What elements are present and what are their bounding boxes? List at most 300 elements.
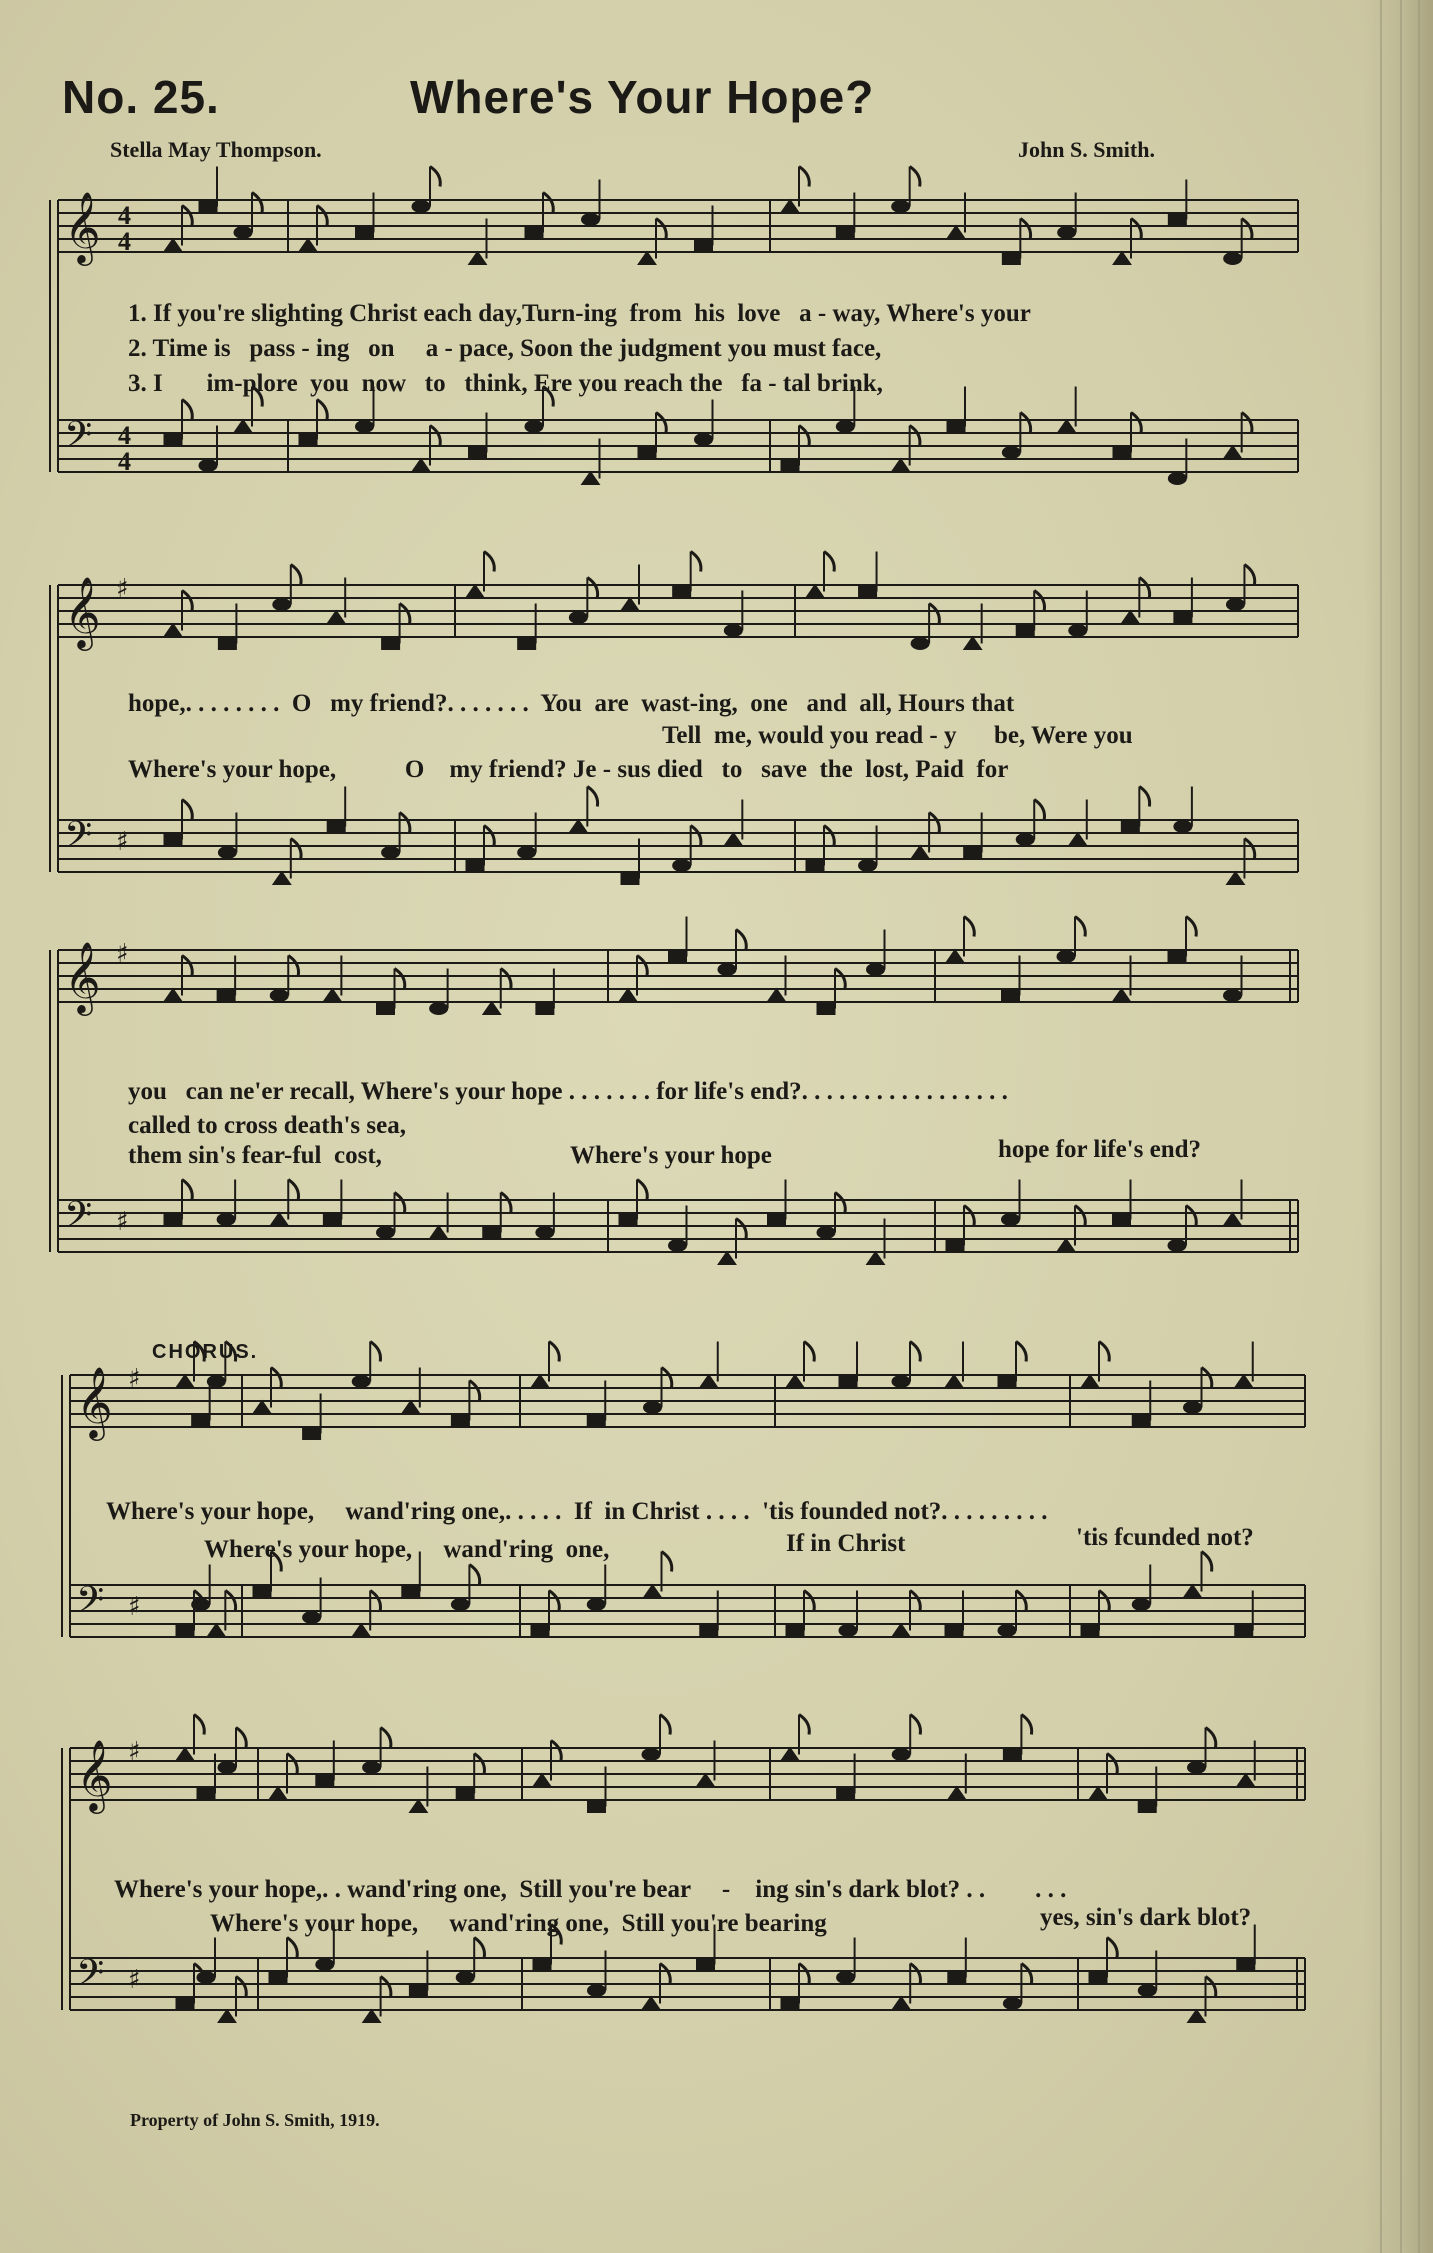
- shape-note-head: [1002, 253, 1020, 265]
- sharp-key-signature: ♯: [116, 1207, 129, 1237]
- composer-credit: John S. Smith.: [1018, 137, 1155, 162]
- note-flag: [182, 400, 192, 420]
- time-signature: 4: [118, 227, 131, 256]
- shape-note-head: [1174, 821, 1192, 833]
- shape-note-head: [669, 951, 687, 963]
- shape-note-head: [533, 1774, 551, 1787]
- note-flag: [1099, 1342, 1109, 1362]
- shape-note-head: [569, 820, 587, 833]
- shape-note-head: [836, 421, 854, 433]
- note-flag: [1186, 917, 1196, 937]
- shape-note-head: [1138, 1985, 1156, 1997]
- shape-note-head: [892, 1624, 910, 1637]
- shape-note-head: [363, 1762, 381, 1774]
- note-flag: [910, 167, 920, 187]
- shape-note-head: [164, 434, 182, 446]
- shape-note-head: [402, 1401, 420, 1414]
- bass-clef: 𝄢: [64, 1194, 93, 1245]
- shape-note-head: [619, 1214, 637, 1226]
- note-flag: [1242, 413, 1252, 433]
- shape-note-head: [945, 1625, 963, 1637]
- note-flag: [637, 1180, 647, 1200]
- note-flag: [1186, 1206, 1196, 1226]
- note-flag: [929, 813, 939, 833]
- shape-note-head: [642, 1749, 660, 1761]
- shape-note-head: [1235, 1375, 1253, 1388]
- shape-note-head: [806, 585, 824, 598]
- sharp-key-signature: ♯: [128, 1592, 141, 1622]
- note-flag: [964, 1206, 974, 1226]
- shape-note-head: [911, 846, 929, 859]
- shape-note-head: [673, 586, 691, 598]
- note-flag: [1242, 219, 1252, 239]
- time-signature: 4: [118, 421, 131, 450]
- shape-note-head: [430, 1226, 448, 1239]
- shape-note-head: [582, 214, 600, 226]
- shape-note-head: [270, 1213, 288, 1226]
- note-flag: [835, 969, 845, 989]
- note-flag: [1075, 1206, 1085, 1226]
- shape-note-head: [207, 1376, 225, 1388]
- note-flag: [656, 219, 666, 239]
- note-flag: [910, 426, 920, 446]
- shape-note-head: [1057, 951, 1075, 963]
- note-flag: [799, 167, 809, 187]
- shape-note-head: [483, 1002, 501, 1015]
- shape-note-head: [176, 1625, 194, 1637]
- shape-note-head: [1089, 1787, 1107, 1800]
- note-flag: [474, 1754, 484, 1774]
- shape-note-head: [164, 239, 182, 252]
- note-flag: [543, 193, 553, 213]
- shape-note-head: [253, 1401, 271, 1414]
- shape-note-head: [531, 1375, 549, 1388]
- verse-2-lyric: Tell me, would you read - y be, Were you: [662, 722, 1133, 749]
- shape-note-head: [837, 1788, 855, 1800]
- note-flag: [474, 1938, 484, 1958]
- shape-note-head: [697, 1959, 715, 1971]
- note-flag: [662, 1368, 672, 1388]
- verse-3-lyric: Where's your hope: [570, 1142, 772, 1169]
- shape-note-head: [327, 821, 345, 833]
- shape-note-head: [218, 638, 236, 650]
- shape-note-head: [1138, 1801, 1156, 1813]
- shape-note-head: [582, 472, 600, 485]
- shape-note-head: [836, 227, 854, 239]
- shape-note-head: [207, 1624, 225, 1637]
- shape-note-head: [269, 1972, 287, 1984]
- note-flag: [964, 917, 974, 937]
- shape-note-head: [1003, 1998, 1021, 2010]
- shape-note-head: [352, 1376, 370, 1388]
- shape-note-head: [451, 1599, 469, 1611]
- note-flag: [236, 1977, 246, 1997]
- shape-note-head: [197, 1788, 215, 1800]
- note-flag: [182, 800, 192, 820]
- shape-note-head: [946, 950, 964, 963]
- verse-3-lyric: Where's your hope, O my friend? Je - sus died to save the lost, Paid for: [128, 756, 1009, 783]
- shape-note-head: [867, 1252, 885, 1265]
- shape-note-head: [356, 421, 374, 433]
- shape-note-head: [1069, 625, 1087, 637]
- shape-note-head: [176, 1375, 194, 1388]
- shape-note-head: [948, 1787, 966, 1800]
- shape-note-head: [781, 1748, 799, 1761]
- chorus-label: CHORUS.: [152, 1341, 259, 1363]
- note-flag: [288, 1180, 298, 1200]
- note-flag: [587, 578, 597, 598]
- verse-3-lyric: hope for life's end?: [998, 1136, 1202, 1163]
- shape-note-head: [697, 1774, 715, 1787]
- shape-note-head: [176, 1998, 194, 2010]
- shape-note-head: [176, 1748, 194, 1761]
- shape-note-head: [695, 240, 713, 252]
- note-flag: [1206, 1728, 1216, 1748]
- note-flag: [430, 426, 440, 446]
- sharp-key-signature: ♯: [128, 1737, 141, 1767]
- shape-note-head: [531, 1625, 549, 1637]
- bass-clef: 𝄢: [64, 814, 93, 865]
- sharp-key-signature: ♯: [116, 574, 129, 604]
- note-flag: [1131, 219, 1141, 239]
- shape-note-head: [695, 434, 713, 446]
- shape-note-head: [1237, 1774, 1255, 1787]
- shape-note-head: [234, 420, 252, 433]
- bass-clef: 𝄢: [76, 1579, 105, 1630]
- note-flag: [660, 1715, 670, 1735]
- shape-note-head: [164, 624, 182, 637]
- verse-3-lyric: them sin's fear-ful cost,: [128, 1142, 382, 1169]
- shape-note-head: [724, 833, 742, 846]
- note-flag: [1099, 1591, 1109, 1611]
- shape-note-head: [1016, 625, 1034, 637]
- note-flag: [1139, 787, 1149, 807]
- shape-note-head: [621, 598, 639, 611]
- shape-note-head: [402, 1586, 420, 1598]
- shape-note-head: [412, 201, 430, 213]
- shape-note-head: [1174, 612, 1192, 624]
- shape-note-head: [1113, 447, 1131, 459]
- shape-note-head: [451, 1415, 469, 1427]
- shape-note-head: [234, 227, 252, 239]
- shape-note-head: [533, 1959, 551, 1971]
- shape-note-head: [947, 226, 965, 239]
- note-flag: [637, 956, 647, 976]
- shape-note-head: [218, 847, 236, 859]
- note-flag: [1016, 1591, 1026, 1611]
- shape-note-head: [724, 625, 742, 637]
- shape-note-head: [839, 1376, 857, 1388]
- shape-note-head: [323, 989, 341, 1002]
- note-flag: [799, 1715, 809, 1735]
- note-flag: [910, 1591, 920, 1611]
- note-flag: [469, 1565, 479, 1585]
- note-flag: [236, 1728, 246, 1748]
- shape-note-head: [1081, 1375, 1099, 1388]
- note-flag: [291, 839, 301, 859]
- shape-note-head: [1224, 990, 1242, 1002]
- shape-note-head: [469, 447, 487, 459]
- note-flag: [736, 1219, 746, 1239]
- note-flag: [804, 1342, 814, 1362]
- shape-note-head: [377, 1227, 395, 1239]
- note-flag: [484, 826, 494, 846]
- shape-note-head: [1184, 1585, 1202, 1598]
- note-flag: [287, 1938, 297, 1958]
- shape-note-head: [964, 637, 982, 650]
- shape-note-head: [1113, 1214, 1131, 1226]
- shape-note-head: [718, 964, 736, 976]
- note-flag: [551, 1741, 561, 1761]
- time-signature: 4: [118, 447, 131, 476]
- note-flag: [1034, 800, 1044, 820]
- note-flag: [1020, 219, 1030, 239]
- shape-note-head: [892, 1749, 910, 1761]
- shape-note-head: [806, 860, 824, 872]
- shape-note-head: [638, 447, 656, 459]
- shape-note-head: [1113, 989, 1131, 1002]
- treble-clef: 𝄞: [64, 190, 101, 263]
- shape-note-head: [299, 434, 317, 446]
- shape-note-head: [1121, 611, 1139, 624]
- shape-note-head: [1184, 1402, 1202, 1414]
- shape-note-head: [587, 1599, 605, 1611]
- chorus-echo-lyric: Where's your hope, wand'ring one, Still you're bearing: [210, 1910, 827, 1937]
- note-flag: [501, 969, 511, 989]
- shape-note-head: [1016, 834, 1034, 846]
- shape-note-head: [217, 1214, 235, 1226]
- shape-note-head: [1132, 1599, 1150, 1611]
- shape-note-head: [964, 847, 982, 859]
- note-flag: [381, 1728, 391, 1748]
- note-flag: [291, 565, 301, 585]
- shape-note-head: [669, 1240, 687, 1252]
- shape-note-head: [644, 1585, 662, 1598]
- note-flag: [317, 400, 327, 420]
- shape-note-head: [217, 990, 235, 1002]
- chorus-lyric: Where's your hope,. . wand'ring one, Still you're bear - ing sin's dark blot? . . . . .: [114, 1876, 1067, 1903]
- shape-note-head: [299, 239, 317, 252]
- shape-note-head: [859, 586, 877, 598]
- shape-note-head: [1002, 447, 1020, 459]
- shape-note-head: [1168, 1240, 1186, 1252]
- shape-note-head: [412, 459, 430, 472]
- shape-note-head: [619, 989, 637, 1002]
- shape-note-head: [377, 1003, 395, 1015]
- shape-note-head: [892, 459, 910, 472]
- note-flag: [194, 1715, 204, 1735]
- shape-note-head: [644, 1402, 662, 1414]
- shape-note-head: [1002, 990, 1020, 1002]
- note-flag: [395, 1193, 405, 1213]
- note-flag: [182, 591, 192, 611]
- note-flag: [824, 552, 834, 572]
- shape-note-head: [323, 1214, 341, 1226]
- shape-note-head: [817, 1227, 835, 1239]
- verse-2-lyric: called to cross death's sea,: [128, 1112, 406, 1139]
- shape-note-head: [1069, 833, 1087, 846]
- shape-note-head: [192, 1415, 210, 1427]
- shape-note-head: [218, 1762, 236, 1774]
- shape-note-head: [1121, 821, 1139, 833]
- chorus-echo-lyric: 'tis fcunded not?: [1076, 1524, 1254, 1551]
- shape-note-head: [303, 1612, 321, 1624]
- shape-note-head: [483, 1227, 501, 1239]
- note-flag: [288, 956, 298, 976]
- shape-note-head: [1081, 1625, 1099, 1637]
- shape-note-head: [948, 1972, 966, 1984]
- note-flag: [271, 1368, 281, 1388]
- note-flag: [662, 1552, 672, 1572]
- shape-note-head: [892, 1376, 910, 1388]
- shape-note-head: [786, 1625, 804, 1637]
- sharp-key-signature: ♯: [116, 827, 129, 857]
- shape-note-head: [892, 201, 910, 213]
- shape-note-head: [273, 872, 291, 885]
- shape-note-head: [363, 2010, 381, 2023]
- chorus-lyric: Where's your hope, wand'ring one,. . . . . If in Christ . . . . 'tis founded not?. . . . . . . . .: [106, 1498, 1048, 1525]
- note-flag: [1131, 413, 1141, 433]
- shape-note-head: [525, 227, 543, 239]
- shape-note-head: [518, 847, 536, 859]
- shape-note-head: [786, 1375, 804, 1388]
- shape-note-head: [1224, 253, 1242, 265]
- shape-note-head: [1058, 227, 1076, 239]
- treble-clef: 𝄞: [64, 575, 101, 648]
- shape-note-head: [536, 1227, 554, 1239]
- shape-note-head: [588, 1801, 606, 1813]
- shape-note-head: [352, 1624, 370, 1637]
- bass-clef: 𝄢: [76, 1952, 105, 2003]
- verse-1-lyric: 1. If you're slighting Christ each day,Turn-ing from his love a - way, Where's your: [128, 300, 1031, 327]
- shape-note-head: [430, 1003, 448, 1015]
- shape-note-head: [569, 612, 587, 624]
- shape-note-head: [1003, 1749, 1021, 1761]
- note-flag: [910, 1715, 920, 1735]
- shape-note-head: [781, 200, 799, 213]
- shape-note-head: [469, 252, 487, 265]
- shape-note-head: [192, 1599, 210, 1611]
- note-flag: [225, 1591, 235, 1611]
- note-flag: [691, 826, 701, 846]
- shape-note-head: [253, 1586, 271, 1598]
- verse-2-lyric: 2. Time is pass - ing on a - pace, Soon the judgment you must face,: [128, 335, 882, 362]
- note-flag: [799, 1964, 809, 1984]
- note-flag: [400, 813, 410, 833]
- note-flag: [395, 969, 405, 989]
- note-flag: [430, 167, 440, 187]
- note-flag: [370, 1591, 380, 1611]
- shape-note-head: [839, 1625, 857, 1637]
- verse-1-lyric: you can ne'er recall, Where's your hope . . . . . . . for life's end?. . . . . . . . . . . . . . . . .: [128, 1078, 1008, 1105]
- shape-note-head: [673, 860, 691, 872]
- note-flag: [182, 1180, 192, 1200]
- chorus-echo-lyric: If in Christ: [786, 1530, 906, 1557]
- note-flag: [910, 1964, 920, 1984]
- shape-note-head: [587, 1415, 605, 1427]
- shape-note-head: [218, 2010, 236, 2023]
- note-flag: [1021, 1964, 1031, 1984]
- shape-note-head: [945, 1375, 963, 1388]
- shape-note-head: [588, 1985, 606, 1997]
- note-flag: [370, 1342, 380, 1362]
- note-flag: [1020, 413, 1030, 433]
- shape-note-head: [1235, 1625, 1253, 1637]
- shape-note-head: [456, 1788, 474, 1800]
- shape-note-head: [456, 1972, 474, 1984]
- note-flag: [910, 1342, 920, 1362]
- treble-clef: 𝄞: [64, 940, 101, 1013]
- bass-clef: 𝄢: [64, 414, 93, 465]
- shape-note-head: [781, 460, 799, 472]
- shape-note-head: [316, 1959, 334, 1971]
- note-flag: [1202, 1552, 1212, 1572]
- shape-note-head: [1226, 599, 1244, 611]
- shape-note-head: [536, 1003, 554, 1015]
- note-flag: [1075, 917, 1085, 937]
- note-flag: [549, 1591, 559, 1611]
- shape-note-head: [998, 1625, 1016, 1637]
- shape-note-head: [947, 421, 965, 433]
- note-flag: [400, 604, 410, 624]
- note-flag: [835, 1193, 845, 1213]
- shape-note-head: [768, 989, 786, 1002]
- note-flag: [804, 1591, 814, 1611]
- copyright-footer: Property of John S. Smith, 1919.: [130, 2110, 380, 2130]
- shape-note-head: [642, 1997, 660, 2010]
- shape-note-head: [1168, 473, 1186, 485]
- shape-note-head: [197, 1972, 215, 1984]
- note-flag: [381, 1977, 391, 1997]
- shape-note-head: [164, 989, 182, 1002]
- shape-note-head: [892, 1997, 910, 2010]
- treble-clef: 𝄞: [76, 1738, 113, 1811]
- note-flag: [1034, 591, 1044, 611]
- shape-note-head: [382, 638, 400, 650]
- shape-note-head: [621, 873, 639, 885]
- note-flag: [587, 787, 597, 807]
- verse-3-lyric: 3. I im-plore you now to think, Ere you reach the fa - tal brink,: [128, 370, 883, 397]
- sharp-key-signature: ♯: [116, 939, 129, 969]
- shape-note-head: [199, 201, 217, 213]
- shape-note-head: [1132, 1415, 1150, 1427]
- note-flag: [736, 930, 746, 950]
- hymn-title: Where's Your Hope?: [410, 71, 875, 123]
- note-flag: [1139, 578, 1149, 598]
- shape-note-head: [270, 990, 288, 1002]
- sharp-key-signature: ♯: [128, 1364, 141, 1394]
- shape-note-head: [1226, 872, 1244, 885]
- note-flag: [929, 604, 939, 624]
- note-flag: [1244, 565, 1254, 585]
- shape-note-head: [316, 1775, 334, 1787]
- note-flag: [1107, 1938, 1117, 1958]
- note-flag: [501, 1193, 511, 1213]
- note-flag: [799, 426, 809, 446]
- shape-note-head: [1057, 1239, 1075, 1252]
- verse-1-lyric: hope,. . . . . . . . O my friend?. . . . . . . You are wast-ing, one and all, Hours that: [128, 690, 1015, 717]
- note-flag: [317, 206, 327, 226]
- shape-note-head: [700, 1625, 718, 1637]
- shape-note-head: [859, 860, 877, 872]
- shape-note-head: [1224, 446, 1242, 459]
- shape-note-head: [409, 1985, 427, 1997]
- note-flag: [1021, 1715, 1031, 1735]
- note-flag: [182, 206, 192, 226]
- shape-note-head: [1188, 2010, 1206, 2023]
- note-flag: [252, 193, 262, 213]
- treble-clef: 𝄞: [76, 1365, 113, 1438]
